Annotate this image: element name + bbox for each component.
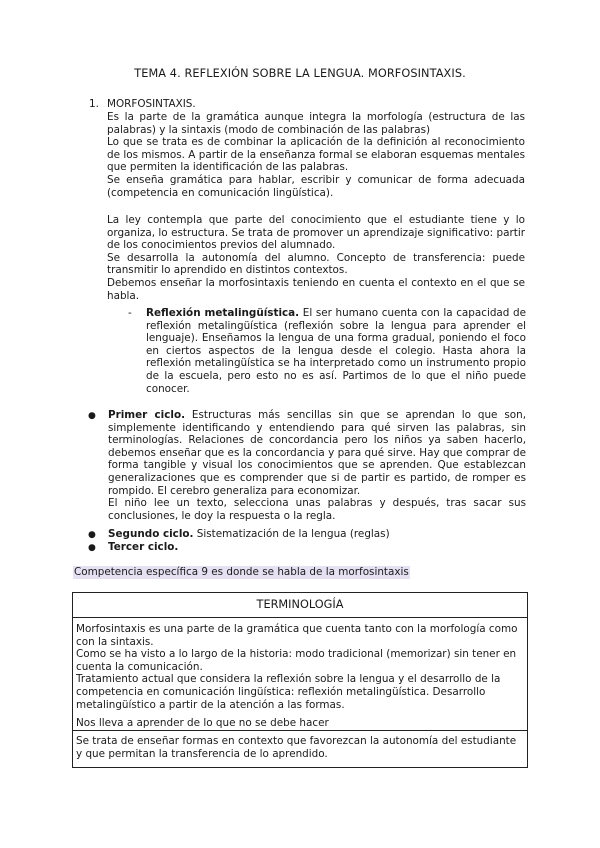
section-number: 1. <box>89 98 99 110</box>
terminology-table <box>72 592 528 768</box>
page-title: TEMA 4. REFLEXIÓN SOBRE LA LENGUA. MORFOSINTAXIS. <box>134 67 466 80</box>
paragraph: La ley contempla que parte del conocimiento que el estudiante tiene y lo organiza, lo estructura. Se trata de promover un aprendizaje significativo: partir de los conocimientos previos del alumnado. <box>107 214 525 252</box>
highlighted-note: Competencia específica 9 es donde se habla de la morfosintaxis <box>74 566 409 578</box>
table-header: TERMINOLOGÍA <box>73 593 527 618</box>
bullet-item-tercer-ciclo <box>108 541 526 554</box>
bullet-text-continued: El niño lee un texto, selecciona unas palabras y después, tras sacar sus conclusiones, le doy la respuesta o la regla. <box>108 497 526 522</box>
paragraph: Lo que se trata es de combinar la aplicación de la definición al reconocimiento de los mismos. A partir de la enseñanza formal se elaboran esquemas mentales que permiten la identificación de las palabras. <box>107 136 525 174</box>
paragraph: Como se ha visto a lo largo de la historia: modo tradicional (memorizar) sin tener en cuenta la comunicación. <box>76 648 517 673</box>
section-title: MORFOSINTAXIS. <box>107 98 196 110</box>
bullet-text: Sistematización de la lengua (reglas) <box>193 528 390 540</box>
paragraph: Debemos enseñar la morfosintaxis teniendo en cuenta el contexto en el que se habla. <box>107 276 525 302</box>
paragraph: Se trata de enseñar formas en contexto que favorezcan la autonomía del estudiante y que permitan la transferencia de lo aprendido. <box>76 735 517 760</box>
bullet-text: Estructuras más sencillas sin que se aprendan lo que son, simplemente identificando y entendiendo para qué sirven las palabras, sin terminologías. Relaciones de concordancia pero los niños ya saben hacerlo, debemos enseñar que es la concordancia y para qué sirve. Hay que comprar de forma tangible y visual los conocimientos que se aprenden. Que establezcan generalizaciones que es comprender que si de partir es partido, de romper es rompido. El cerebro generaliza para economizar. <box>108 409 527 497</box>
bullet-title: Primer ciclo. <box>108 409 186 421</box>
table-divider <box>73 730 527 731</box>
paragraph: Tratamiento actual que considera la reflexión sobre la lengua y el desarrollo de la competencia en comunicación lingüística: reflexión metalingüística. Desarrollo metalingüístico a partir de la atención a las formas. <box>76 673 501 711</box>
dash-item-title: Reflexión metalingüística. <box>146 307 300 319</box>
bullet-title: Segundo ciclo. <box>108 528 194 540</box>
dash-bullet: - <box>128 307 132 319</box>
bullet-icon: ● <box>88 530 96 540</box>
bullet-item-segundo-ciclo <box>108 528 526 541</box>
dash-item-text: El ser humano cuenta con la capacidad de reflexión metalingüística (reflexión sobre la lengua para aprender el lenguaje). Enseñamos la lengua de una forma gradual, poniendo el foco en ciertos aspectos de la lengua desde el colegio. Hasta ahora la reflexión metalingüística se ha interpretado como un instrumento propio de la escuela, pero esto no es así. Partimos de lo que el niño puede conocer. <box>146 307 526 395</box>
bullet-title: Tercer ciclo. <box>108 541 179 553</box>
dash-item-reflexion <box>146 307 526 395</box>
paragraph: Se desarrolla la autonomía del alumno. Concepto de transferencia: puede transmitir lo aprendido en distintos contextos. <box>107 251 525 277</box>
paragraph: Se enseña gramática para hablar, escribir y comunicar de forma adecuada (competencia en comunicación lingüística). <box>107 173 525 199</box>
paragraph: Es la parte de la gramática aunque integra la morfología (estructura de las palabras) y la sintaxis (modo de combinación de las palabras) <box>107 111 525 136</box>
paragraph: Morfosintaxis es una parte de la gramática que cuenta tanto con la morfología como con la sintaxis. <box>76 623 518 648</box>
table-cell <box>76 735 524 760</box>
section-paragraph-a <box>107 111 525 199</box>
section-paragraph-b <box>107 214 525 302</box>
table-cell <box>76 623 524 730</box>
bullet-icon: ● <box>88 543 96 553</box>
bullet-icon: ● <box>88 411 96 421</box>
bullet-item-primer-ciclo <box>108 409 526 522</box>
paragraph: Nos lleva a aprender de lo que no se debe hacer <box>76 717 329 730</box>
